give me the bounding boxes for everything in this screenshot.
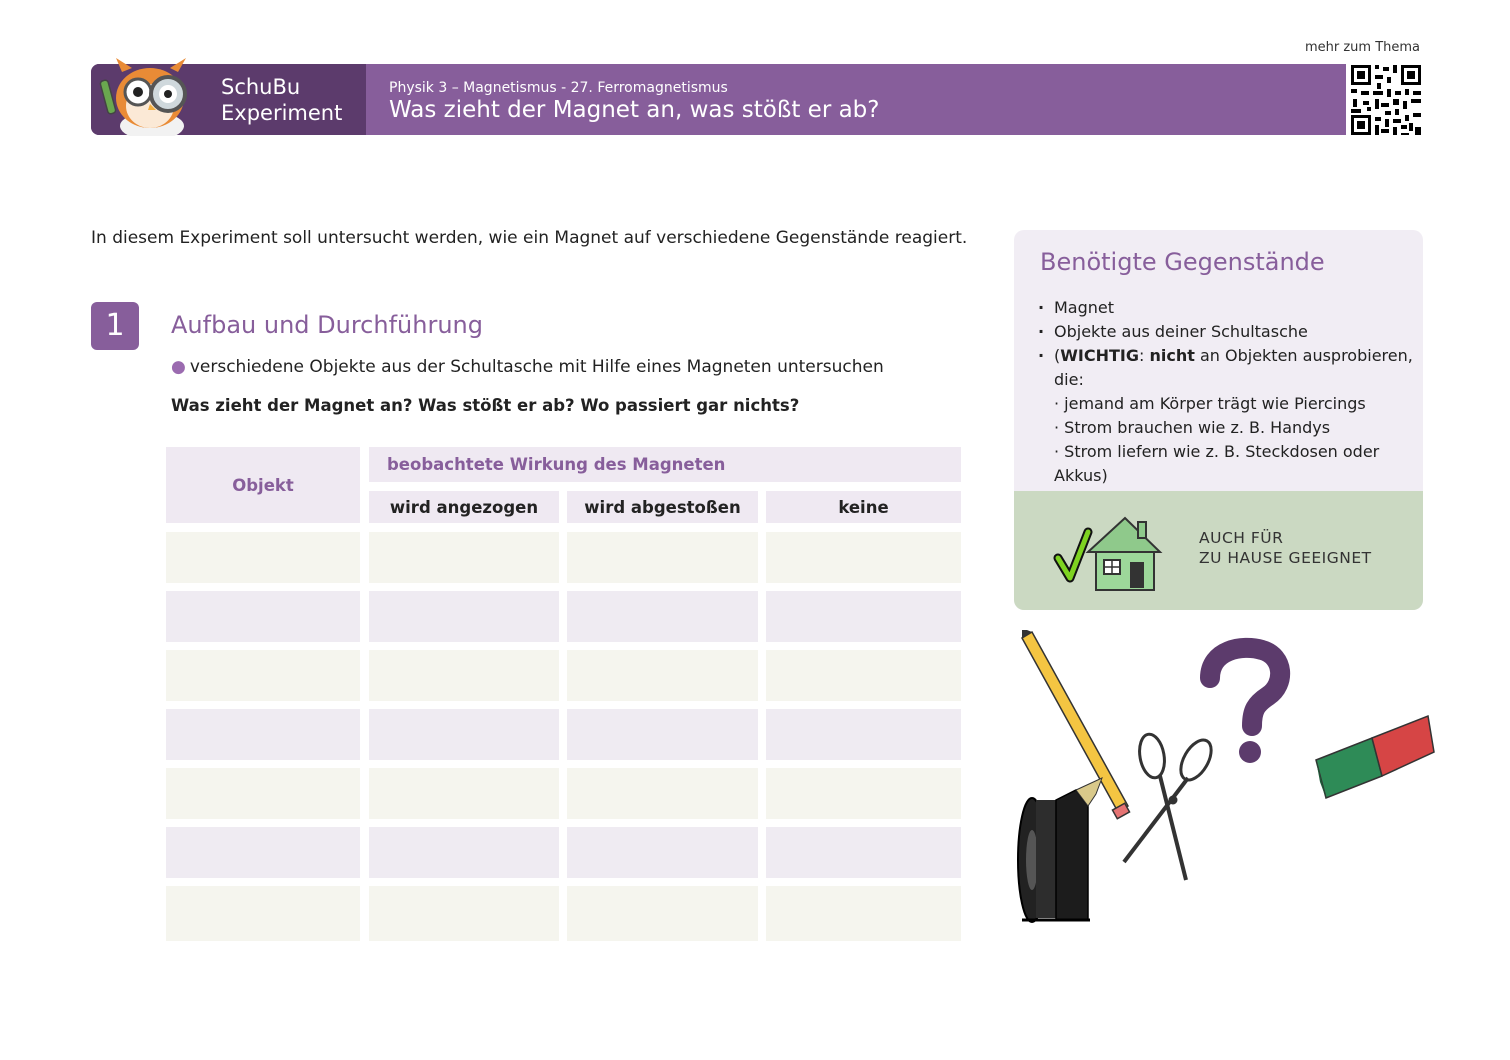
table-cell-none[interactable]	[766, 886, 961, 941]
table-cell-repelled[interactable]	[567, 709, 758, 760]
table-cell-attracted[interactable]	[369, 591, 559, 642]
table-header-effect: beobachtete Wirkung des Magneten	[369, 447, 961, 482]
table-cell-repelled[interactable]	[567, 591, 758, 642]
table-cell-object[interactable]	[166, 591, 360, 642]
table-cell-repelled[interactable]	[567, 650, 758, 701]
not-label: nicht	[1149, 346, 1195, 365]
brand-name: SchuBu	[221, 75, 301, 99]
table-cell-attracted[interactable]	[369, 886, 559, 941]
table-cell-attracted[interactable]	[369, 827, 559, 878]
table-cell-object[interactable]	[166, 532, 360, 583]
owl-mascot-icon	[92, 52, 204, 136]
table-header-none: keine	[766, 491, 961, 523]
important-label: WICHTIG	[1060, 346, 1139, 365]
step-instruction-text: verschiedene Objekte aus der Schultasche mit Hilfe eines Magneten untersuchen	[189, 357, 884, 377]
bullet-dot-icon: ●	[171, 357, 186, 377]
list-subitem: · Strom liefern wie z. B. Steckdosen oder Akkus)	[1054, 442, 1380, 485]
step-number-badge: 1	[91, 302, 139, 350]
list-item: · Objekte aus deiner Schultasche	[1038, 320, 1418, 344]
table-cell-none[interactable]	[766, 650, 961, 701]
worksheet-title: Was zieht der Magnet an, was stößt er ab?	[389, 97, 880, 123]
scissors-icon	[1124, 732, 1217, 880]
table-cell-none[interactable]	[766, 827, 961, 878]
list-item: · (WICHTIG: nicht an Objekten ausprobieren, die:	[1038, 344, 1418, 392]
table-cell-object[interactable]	[166, 827, 360, 878]
table-header-object: Objekt	[166, 447, 360, 523]
table-cell-object[interactable]	[166, 886, 360, 941]
table-cell-object[interactable]	[166, 650, 360, 701]
table-cell-repelled[interactable]	[567, 768, 758, 819]
materials-illustration	[1010, 630, 1440, 930]
home-suitable-line2: ZU HAUSE GEEIGNET	[1199, 549, 1372, 567]
table-cell-attracted[interactable]	[369, 709, 559, 760]
question-mark-icon	[1210, 648, 1280, 763]
step-instruction	[171, 357, 884, 377]
table-cell-object[interactable]	[166, 768, 360, 819]
table-header-attracted: wird angezogen	[369, 491, 559, 523]
table-cell-none[interactable]	[766, 709, 961, 760]
tape-dispenser-icon	[1018, 778, 1102, 922]
list-item-text: an Objekten ausprobieren, die:	[1054, 346, 1413, 389]
materials-list	[1038, 296, 1418, 488]
table-cell-attracted[interactable]	[369, 532, 559, 583]
table-cell-attracted[interactable]	[369, 768, 559, 819]
materials-box	[1014, 230, 1423, 610]
list-subitem: · jemand am Körper trägt wie Piercings	[1054, 394, 1366, 413]
table-cell-attracted[interactable]	[369, 650, 559, 701]
brand-subtitle: Experiment	[221, 101, 343, 125]
table-cell-object[interactable]	[166, 709, 360, 760]
step-question: Was zieht der Magnet an? Was stößt er ab? Wo passiert gar nichts?	[171, 396, 800, 415]
table-cell-repelled[interactable]	[567, 827, 758, 878]
table-header-repelled: wird abgestoßen	[567, 491, 758, 523]
home-suitable-line1: AUCH FÜR	[1199, 529, 1284, 547]
intro-text: In diesem Experiment soll untersucht werden, wie ein Magnet auf verschiedene Gegenstände reagiert.	[91, 228, 968, 248]
table-cell-none[interactable]	[766, 532, 961, 583]
table-cell-none[interactable]	[766, 591, 961, 642]
step-title: Aufbau und Durchführung	[171, 311, 483, 339]
table-cell-repelled[interactable]	[567, 532, 758, 583]
more-on-topic-label[interactable]: mehr zum Thema	[1304, 40, 1420, 55]
checkmark-house-icon	[1052, 512, 1164, 594]
subject-line: Physik 3 – Magnetismus - 27. Ferromagnetismus	[389, 80, 728, 96]
table-cell-repelled[interactable]	[567, 886, 758, 941]
list-subitem: · Strom brauchen wie z. B. Handys	[1054, 418, 1331, 437]
table-cell-none[interactable]	[766, 768, 961, 819]
materials-title: Benötigte Gegenstände	[1040, 248, 1325, 276]
bar-magnet-icon	[1316, 716, 1434, 798]
list-item: · Magnet	[1038, 296, 1418, 320]
qr-code-icon[interactable]	[1349, 63, 1423, 137]
